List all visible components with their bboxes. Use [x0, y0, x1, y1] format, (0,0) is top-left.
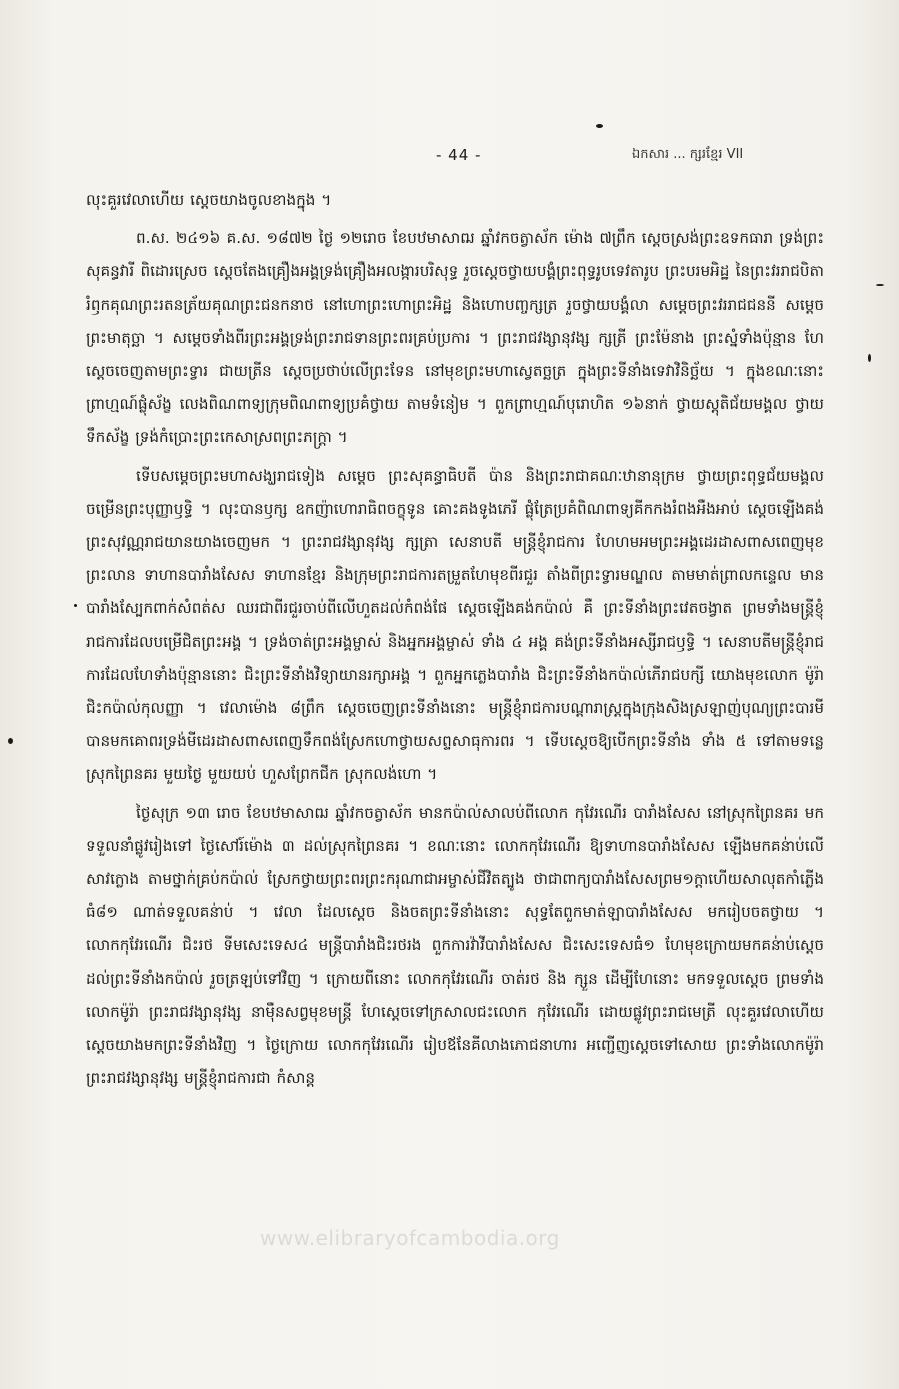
- scan-speck: [868, 354, 871, 362]
- scan-speck: [74, 604, 77, 607]
- body-text: [86, 184, 824, 1264]
- paragraph-1: លុះគួរវេលាហើយ ស្តេចយាងចូលខាងក្នុង ។: [86, 191, 332, 209]
- paragraph-2: ព.ស. ២៤១៦ គ.ស. ១៨៧២ ថ្ងៃ ១២រោច ខែបឋមាសាឍ ឆ្នាំវកចត្វាស័ក ម៉ោង ៧ព្រឹក ស្តេចស្រង់ព្រះឧទកធារា ទ្រង់ព្រះសុគន្ធវារី ពិដោរស្រេច ស្តេចតែងគ្រឿងអង្គទ្រង់គ្រឿងអលង្ការបរិសុទ្ធ រួចស្តេចថ្វាយបង្គំព្រះពុទ្ធរូបទេវតារូប ព្រះបរមអិដ្ឋ នៃព្រះវររាជបិតា រំឭកគុណព្រះរតនត្រ័យគុណព្រះជនកនាថ នៅហោព្រះហោព្រះអិដ្ឋ និងហោបញ្ចក្សត្រ រួចថ្វាយបង្គំលា សម្តេចព្រះវររាជជននី សម្តេចព្រះមាតុច្ឆា ។ សម្តេចទាំងពីរព្រះអង្គទ្រង់ព្រះរាជទានព្រះពរគ្រប់ប្រការ ។ ព្រះរាជវង្សានុវង្ស ក្សត្រី ព្រះម៉ែនាង ព្រះស្នំទាំងប៉ុន្មាន ហែស្តេចចេញតាមព្រះទ្វារ ជាយត្រីន ស្តេចប្រថាប់លើព្រះទែន នៅមុខព្រះមហាស្វេតច្ឆត្រ ក្នុងព្រះទីនាំងទេវាវិនិច្ឆ័យ ។ ក្នុងខណៈនោះ ព្រាហ្មណ៍ផ្លុំស័ង្ខ លេងពិណពាទ្យក្រុមពិណពាទ្យប្រគំថ្វាយ តាមទំនៀម ។ ពួកព្រាហ្មណ៍បុរោហិត ១៦នាក់ ថ្វាយស្តុតិជ័យមង្គល ថ្វាយទឹកស័ង្ខ ទ្រង់កំប្រោះព្រះកេសាស្រពព្រះភក្ត្រា ។: [86, 229, 824, 447]
- scan-speck: [596, 124, 603, 128]
- watermark: www.elibraryofcambodia.org: [260, 1226, 560, 1250]
- running-header: ឯកសារ ... ក្សរខ្មែរ VII: [632, 147, 744, 162]
- page-number: - 44 -: [436, 146, 482, 164]
- paragraph-4: ថ្ងៃសុក្រ ១៣ រោច ខែបឋមាសាឍ ឆ្នាំវកចត្វាស័ក មានកប៉ាល់សាលប់ពីលោក កុវែរណើរ បារាំងសែស នៅស្រុកព្រៃនគរ មកទទួលនាំផ្លូវរៀងទៅ ថ្ងៃសៅរ៍ម៉ោង ៣ ដល់ស្រុកព្រៃនគរ ។ ខណៈនោះ លោកកុវែរណើរ ឱ្យទាហានបារាំងសែស ឡើងមកគន់ាប់លើសាវក្លោង តាមថ្នាក់គ្រប់កប៉ាល់ ស្រែកថ្វាយព្រះពរព្រះករុណាជាអម្ចាស់ជីវិតត្បូង ថាជាពាក្យបារាំងសែសព្រម១ក្តាហើយសាលុតកាំភ្លើងធំ៨១ ណាត់ទទួលគន់ាប់ ។ វេលា ដែលស្តេច និងចតព្រះទីនាំងនោះ សុទ្ធតែពួកមាត់ឡាបារាំងសែស មករៀបចតថ្វាយ ។ លោកកុវែរណើរ ជិះរថ ទីមសេះទេស៤ មន្ត្រីបារាំងជិះរថរង ពួកការវ៉ាវីបារាំងសែស ជិះសេះទេសធំ១ ហែមុខក្រោយមកគន់ាប់ស្តេច ដល់ព្រះទីនាំងកប៉ាល់ រួចត្រឡប់ទៅវិញ ។ ក្រោយពីនោះ លោកកុវែរណើរ ចាត់រថ និង ក្សួន ដើម្បីហែនោះ មកទទួលស្តេច ព្រមទាំងលោកម៉ូរ៉ា ព្រះរាជវង្សានុវង្ស នាម៉ឺនសព្វមុខមន្ត្រី ហែស្តេចទៅក្រសាលជះលោក កុវែរណើរ ដោយផ្លូវព្រះរាជមេត្រី លុះគួរវេលាហើយ ស្តេចយាងមកព្រះទីនាំងវិញ ។ ថ្ងៃក្រោយ លោកកុវែរណើរ រៀបឪនែគីលាងភោជនាហារ អញ្ជើញស្តេចទៅសោយ ព្រះទាំងលោកម៉ូរ៉ា ព្រះរាជវង្សានុវង្ស មន្ត្រីខ្ញុំរាជការជា កំសាន្ត: [86, 803, 824, 1088]
- scan-speck: [876, 284, 884, 286]
- scan-speck: [8, 738, 13, 744]
- page-header: [0, 146, 899, 170]
- paragraph-3: ទើបសម្តេចព្រះមហាសង្ឃរាជទៀង សម្តេច ព្រះសុគន្ធាធិបតី ប៉ាន និងព្រះរាជាគណៈឋានានុក្រម ថ្វាយព្រះពុទ្ធជ័យមង្គល ចម្រើនព្រះបុញ្ញាឫទ្ធិ ។ លុះបានឫក្ស ឧកញ៉ាហោរាធិពចក្ខុទូន គោះគងទូងភេរី ផ្លុំត្រែប្រគំពិណពាទ្យគីកកងរំពងអឺងអាប់ ស្តេចឡើងគង់ព្រះសុវណ្ណរាជយានយាងចេញមក ។ ព្រះរាជវង្សានុវង្ស ក្សត្រា សេនាបតី មន្ត្រីខ្ញុំរាជការ ហែហមអមព្រះអង្គដេរដាសពាសពេញមុខព្រះលាន ទាហានបារាំងសែស ទាហានខ្មែរ និងក្រុមព្រះរាជការតម្រួតហែមុខពីរជួរ តាំងពីព្រះទ្វារមណ្ឌល តាមមាត់ព្រាលកន្ទេល មានបារាំងស្បែកពាក់សំពត់ស ឈរជាពីរជួរចាប់ពីលើហួតដល់កំពង់ផែ ស្តេចឡើងគង់កប៉ាល់ គឺ ព្រះទីនាំងព្រះវេតចង្វាត ព្រមទាំងមន្ត្រីខ្ញុំរាជការដែលបម្រើជិតព្រះអង្គ ។ ទ្រង់ចាត់ព្រះអង្គម្ចាស់ និងអ្នកអង្គម្ចាស់ ទាំង ៤ អង្គ គង់ព្រះទីនាំងអស្សីរាជឫទ្ធិ ។ សេនាបតីមន្ត្រីខ្ញុំរាជការដែលហែទាំងប៉ុន្មាននោះ ជិះព្រះទីនាំងវិទ្យាយានរក្សាអង្គ ។ ពួកអ្នកភ្លេងបារាំង ជិះព្រះទីនាំងកប៉ាល់ភើរាជបក្សី យោងមុខលោក ម៉ូរ៉ា ជិះកប៉ាល់កុលញ្ញា ។ វេលាម៉ោង ៨ព្រឹក ស្តេចចេញព្រះទីនាំងនោះ មន្ត្រីខ្ញុំរាជការបណ្តារាស្ត្រក្នុងក្រុងសិងស្រឡាញ់បុណ្យព្រះបារមី បានមកគោពរទ្រង់មីដេរដាសពាសពេញទឹកពង់ស្រែកហោថ្វាយសព្ទសាធុការពរ ។ ទើបស្តេចឱ្យបើកព្រះទីនាំង ទាំង ៥ ទៅតាមទន្លេ ស្រុកព្រៃនគរ មួយថ្ងៃ មួយយប់ ហួសព្រែកជីក ស្រុកលង់ហោ ។: [86, 466, 824, 784]
